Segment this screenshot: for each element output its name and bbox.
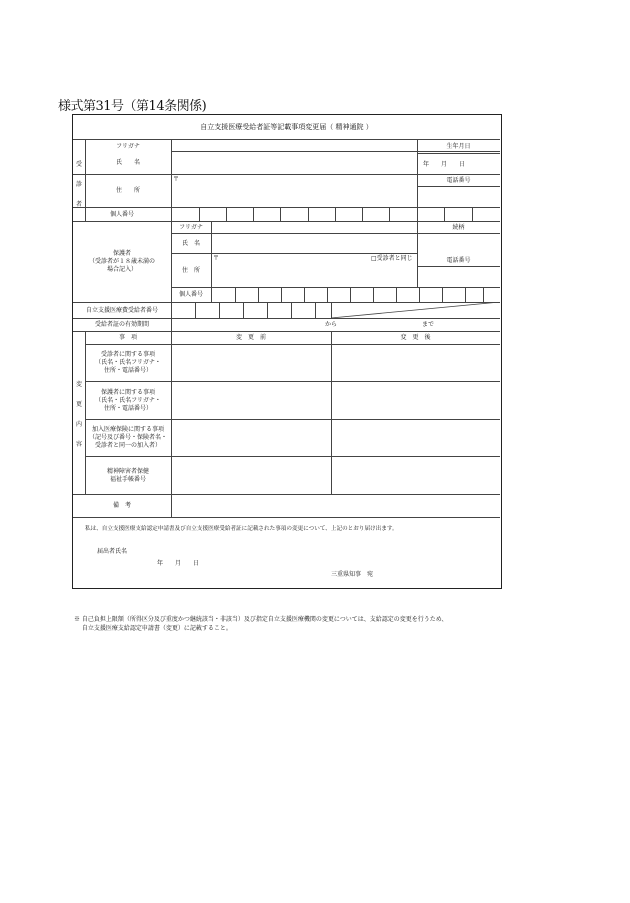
cert-number-unused-diagonal <box>331 302 500 318</box>
form-reference: 様式第31号（第14条関係) <box>58 99 207 114</box>
change-row-recipient: 受診者に関する事項 （氏名・氏名フリガナ・ 住所・電話番号） <box>95 351 161 374</box>
guardian-individual-number-label: 個人番号 <box>178 291 203 298</box>
recipient-address-label: 住 所 <box>115 187 140 194</box>
guardian-phone-label: 電話番号 <box>446 257 471 264</box>
recipient-postal-mark: 〒 <box>173 176 180 183</box>
change-row-guardian: 保護者に関する事項 （氏名・氏名フリガナ・ 住所・電話番号） <box>95 389 161 412</box>
addressee: 三重県知事 宛 <box>331 571 374 578</box>
sign-date: 年 月 日 <box>157 560 200 567</box>
changes-col-item: 事 項 <box>118 334 137 341</box>
guardian-postal-mark: 〒 <box>213 255 220 262</box>
submitter-label: 届出者氏名 <box>97 548 128 555</box>
guardian-furigana-label: フリガナ <box>179 224 203 231</box>
form-title: 自立支援医療受給者証等記載事項変更届（ 精神通院 ） <box>200 123 373 131</box>
recipient-furigana-label: フリガナ <box>116 143 140 150</box>
guardian-address-label: 住 所 <box>181 267 200 274</box>
change-row-handbook: 精神障害者保健 福祉手帳番号 <box>106 468 149 483</box>
change-notification-form <box>72 114 502 589</box>
validity-to: まで <box>422 321 435 328</box>
footnote: ※ 自己負担上限額（所得区分及び重度かつ継続該当・非該当）及び指定自立支援医療機関の変更については、支給認定の変更を行うため、 自立支援医療支給認定申請書（変更）に記載すること。 <box>74 616 448 632</box>
validity-label: 受給者証の有効期間 <box>94 321 149 328</box>
changes-col-after: 変 更 後 <box>400 334 431 341</box>
changes-col-before: 変 更 前 <box>235 334 266 341</box>
declaration-text: 私は、自立支援医療支給認定申請書及び自立支援医療受給者証に記載された事項の変更について、上記のとおり届け出ます。 <box>85 526 398 532</box>
cert-number-label: 自立支援医療費受給者番号 <box>85 307 158 314</box>
recipient-phone-label: 電話番号 <box>446 177 471 184</box>
guardian-name-label: 氏 名 <box>181 240 200 247</box>
recipient-section-label: 受 診 者 <box>76 161 83 208</box>
recipient-birthdate-units: 年 月 日 <box>423 161 466 168</box>
guardian-same-as-recipient-checkbox[interactable]: □受診者と同じ <box>371 255 413 262</box>
remarks-label: 備 考 <box>112 502 131 509</box>
guardian-label: 保護者 （受診者が１８歳未満の 場合記入） <box>88 250 155 273</box>
changes-section-label: 変 更 内 容 <box>76 381 83 448</box>
guardian-relation-label: 続柄 <box>452 224 465 231</box>
recipient-birthdate-label: 生年月日 <box>446 143 471 150</box>
recipient-name-label: 氏 名 <box>115 159 140 166</box>
change-row-insurance: 加入医療保険に関する事項 （記号及び番号・保険者名・ 受診者と同一の加入者） <box>88 426 167 449</box>
recipient-individual-number-label: 個人番号 <box>109 211 134 218</box>
validity-from: から <box>325 321 338 328</box>
